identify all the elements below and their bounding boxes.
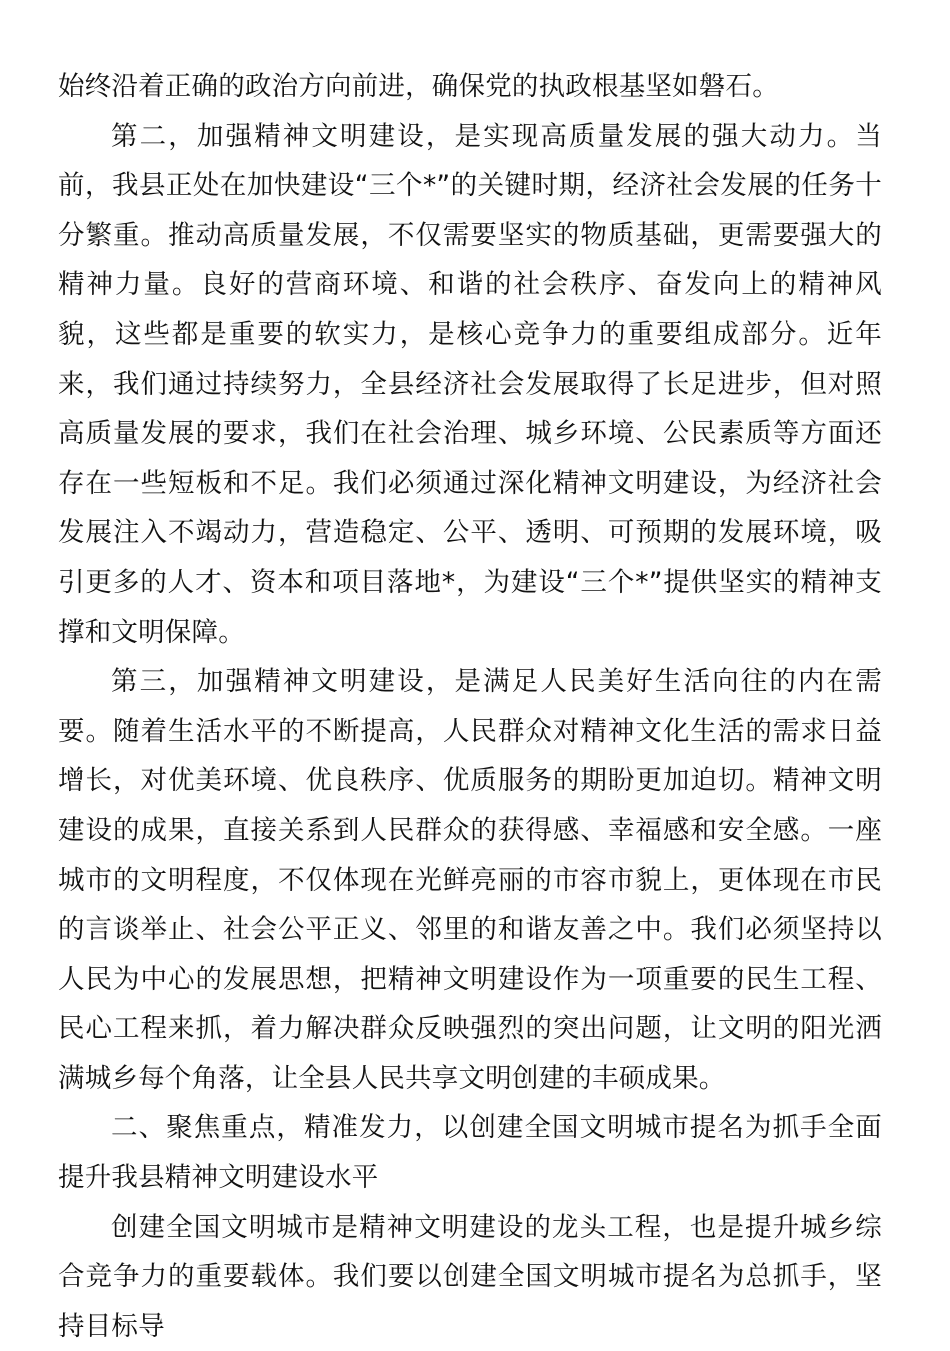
paragraph-closing: 创建全国文明城市是精神文明建设的龙头工程，也是提升城乡综合竞争力的重要载体。我们要以创建全国文明城市提名为总抓手，坚持目标导 (58, 1211, 882, 1342)
paragraph-third-point: 第三，加强精神文明建设，是满足人民美好生活向往的内在需要。随着生活水平的不断提高，人民群众对精神文化生活的需求日益增长，对优美环境、优良秩序、优质服务的期盼更加迫切。精神文明建设的成果，直接关系到人民群众的获得感、幸福感和安全感。一座城市的文明程度，不仅体现在光鲜亮丽的市容市貌上，更体现在市民的言谈举止、社会公平正义、邻里的和谐友善之中。我们必须坚持以人民为中心的发展思想，把精神文明建设作为一项重要的民生工程、民心工程来抓，着力解决群众反映强烈的突出问题，让文明的阳光洒满城乡每个角落，让全县人民共享文明创建的丰硕成果。 (58, 666, 882, 1094)
section-heading: 二、聚焦重点，精准发力，以创建全国文明城市提名为抓手全面提升我县精神文明建设水平 (58, 1112, 882, 1194)
paragraph-second-point: 第二，加强精神文明建设，是实现高质量发展的强大动力。当前，我县正处在加快建设“三个*”的关键时期，经济社会发展的任务十分繁重。推动高质量发展，不仅需要坚实的物质基础，更需要强大的精神力量。良好的营商环境、和谐的社会秩序、奋发向上的精神风貌，这些都是重要的软实力，是核心竞争力的重要组成部分。近年来，我们通过持续努力，全县经济社会发展取得了长足进步，但对照高质量发展的要求，我们在社会治理、城乡环境、公民素质等方面还存在一些短板和不足。我们必须通过深化精神文明建设，为经济社会发展注入不竭动力，营造稳定、公平、透明、可预期的发展环境，吸引更多的人才、资本和项目落地*，为建设“三个*”提供坚实的精神支撑和文明保障。 (58, 120, 882, 648)
document-page (58, 62, 882, 1351)
paragraph-continuation: 始终沿着正确的政治方向前进，确保党的执政根基坚如磐石。 (58, 71, 779, 102)
